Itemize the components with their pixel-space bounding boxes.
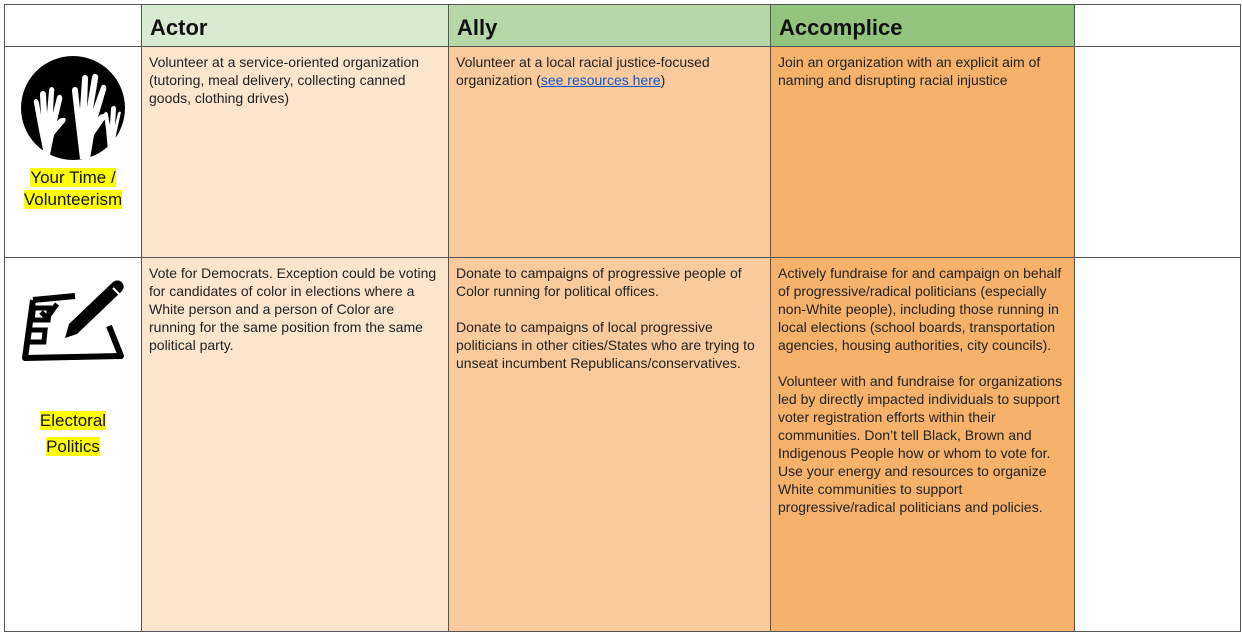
- ballot-checklist-pencil-icon: [17, 274, 129, 366]
- cell-electoral-actor: [142, 258, 449, 632]
- cell-volunteerism-actor: [142, 47, 449, 258]
- row-volunteerism: [5, 47, 1241, 258]
- cell-electoral-ally-paragraph-2: Donate to campaigns of local progressive politicians in other cities/States who are trying to unseat incumbent Republicans/conservatives.: [456, 319, 755, 371]
- cell-volunteerism-blank: [1075, 47, 1241, 258]
- row-label-volunteerism-line1: Your Time /: [30, 168, 116, 187]
- cell-electoral-accomplice-paragraph-1: Actively fundraise for and campaign on behalf of progressive/radical politicians (especially non-White people), including those running in local elections (school boards, transportation agencies, housing authorities, city councils).: [778, 265, 1062, 353]
- cell-volunteerism-accomplice: [771, 47, 1075, 258]
- cell-electoral-accomplice: [771, 258, 1075, 632]
- header-blank-left: [5, 5, 142, 47]
- ally-text-before-link: Volunteer at a local racial justice-focused organization (: [456, 54, 710, 88]
- cell-electoral-accomplice-text: [771, 258, 1074, 516]
- raised-hands-icon: [20, 55, 126, 161]
- header-actor: [142, 5, 449, 47]
- cell-electoral-ally-text: [449, 258, 770, 372]
- cell-electoral-accomplice-paragraph-2: Volunteer with and fundraise for organizations led by directly impacted individuals to support voter registration efforts within their communities. Don’t tell Black, Brown and Indigenous People how or whom to vote for. Use your energy and resources to organize White communities to support progressive/radical politicians and policies.: [778, 373, 1063, 515]
- cell-volunteerism-ally: [449, 47, 771, 258]
- cell-electoral-ally: [449, 258, 771, 632]
- row-label-volunteerism: [5, 47, 142, 258]
- header-ally: [449, 5, 771, 47]
- action-matrix-table: [4, 4, 1241, 632]
- cell-electoral-actor-text: Vote for Democrats. Exception could be voting for candidates of color in elections where a White person and a person of Color are running for the same position from the same political party.: [149, 265, 437, 353]
- row-label-electoral-line1: Electoral: [39, 411, 107, 430]
- header-ally-label: Ally: [457, 15, 498, 40]
- cell-electoral-blank: [1075, 258, 1241, 632]
- row-label-volunteerism-line2: Volunteerism: [23, 190, 123, 209]
- cell-electoral-ally-paragraph-1: Donate to campaigns of progressive people of Color running for political offices.: [456, 265, 742, 299]
- see-resources-link[interactable]: see resources here: [540, 72, 661, 88]
- header-actor-label: Actor: [150, 15, 208, 40]
- header-accomplice-label: Accomplice: [779, 15, 903, 40]
- header-accomplice: [771, 5, 1075, 47]
- cell-volunteerism-actor-text: Volunteer at a service-oriented organization (tutoring, meal delivery, collecting canned goods, clothing drives): [149, 54, 420, 106]
- row-electoral-politics: [5, 258, 1241, 632]
- row-label-electoral-line2: Politics: [46, 437, 100, 456]
- ally-text-after-link: ): [660, 72, 666, 88]
- row-label-electoral: [5, 258, 142, 632]
- header-row: [5, 5, 1241, 47]
- cell-volunteerism-ally-text: [449, 47, 770, 89]
- cell-volunteerism-accomplice-text: Join an organization with an explicit aim of naming and disrupting racial injustice: [778, 54, 1041, 88]
- header-blank-right: [1075, 5, 1241, 47]
